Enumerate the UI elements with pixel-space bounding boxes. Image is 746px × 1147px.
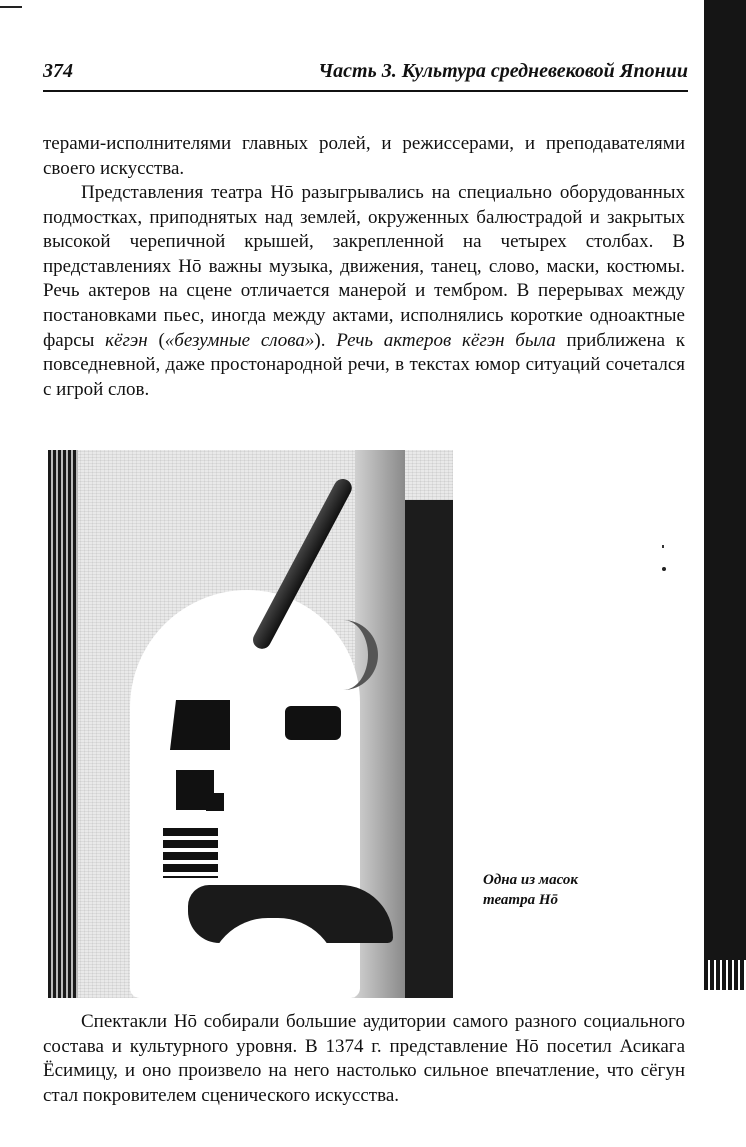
paragraph-3: [43, 1010, 685, 1108]
caption-line-1: Одна из масок: [483, 872, 578, 888]
figure-caption: [483, 870, 663, 910]
paragraph-2-part2: (: [147, 329, 165, 351]
caption-line-2: театра Нō: [483, 892, 559, 908]
scan-speck-2: [662, 567, 666, 571]
mask-teeth: [163, 828, 218, 878]
paragraph-2-part4: приближена к повседневной, даже простонародной речи, в текстах юмор ситуаций сочетался с игрой слов.: [43, 329, 686, 400]
paragraph-2-part1: Представления театра Нō разыгрывались на специально оборудованных подмостках, приподнятых над землей, окруженных балюстрадой и закрытых высокой черепичной крышей, закрепленной на четырех столбах. В представлениях Нō важны музыка, движения, танец, слово, маски, костюмы. Речь актеров на сцене отличается манерой и тембром. В перерывах между постановками пьес, иногда между актами, исполнялись короткие одноактные фарсы: [43, 182, 685, 351]
photo-left-edge: [48, 450, 78, 998]
scan-edge-shadow: [704, 0, 746, 990]
italic-phrase-2: была: [504, 329, 556, 351]
paragraph-2: [43, 181, 685, 402]
italic-phrase: Речь актеров: [336, 329, 463, 351]
term-kyogen-2: кёгэн: [462, 329, 505, 351]
noh-mask-photo: [48, 450, 453, 998]
photo-right-shadow: [405, 500, 453, 998]
mask-right-eye: [285, 706, 341, 740]
term-translation: «безумные слова»: [164, 329, 315, 351]
mask-nostril: [206, 793, 224, 811]
paragraph-2-text: [43, 181, 685, 402]
corner-mark: [0, 6, 22, 8]
term-kyogen: кёгэн: [105, 329, 148, 351]
paragraph-3-text: Спектакли Нō собирали большие аудитории самого разного социального состава и культурного уровня. В 1374 г. представление Нō посетил Асикага Ёсимицу, и оно произвело на него настолько сильное впечатление, что сёгун стал покровителем сценического искусства.: [43, 1011, 685, 1106]
running-head: Часть 3. Культура средневековой Японии: [318, 60, 688, 82]
scan-speck: [662, 545, 664, 548]
page-number: 374: [43, 60, 73, 82]
paragraph-1: [43, 132, 685, 181]
mask-left-eye: [170, 700, 230, 750]
paragraph-2-part3: ).: [314, 329, 337, 351]
page-header: [43, 58, 688, 92]
paragraph-1-text: терами-исполнителями главных ролей, и режиссерами, и преподавателями своего искусства.: [43, 133, 685, 179]
